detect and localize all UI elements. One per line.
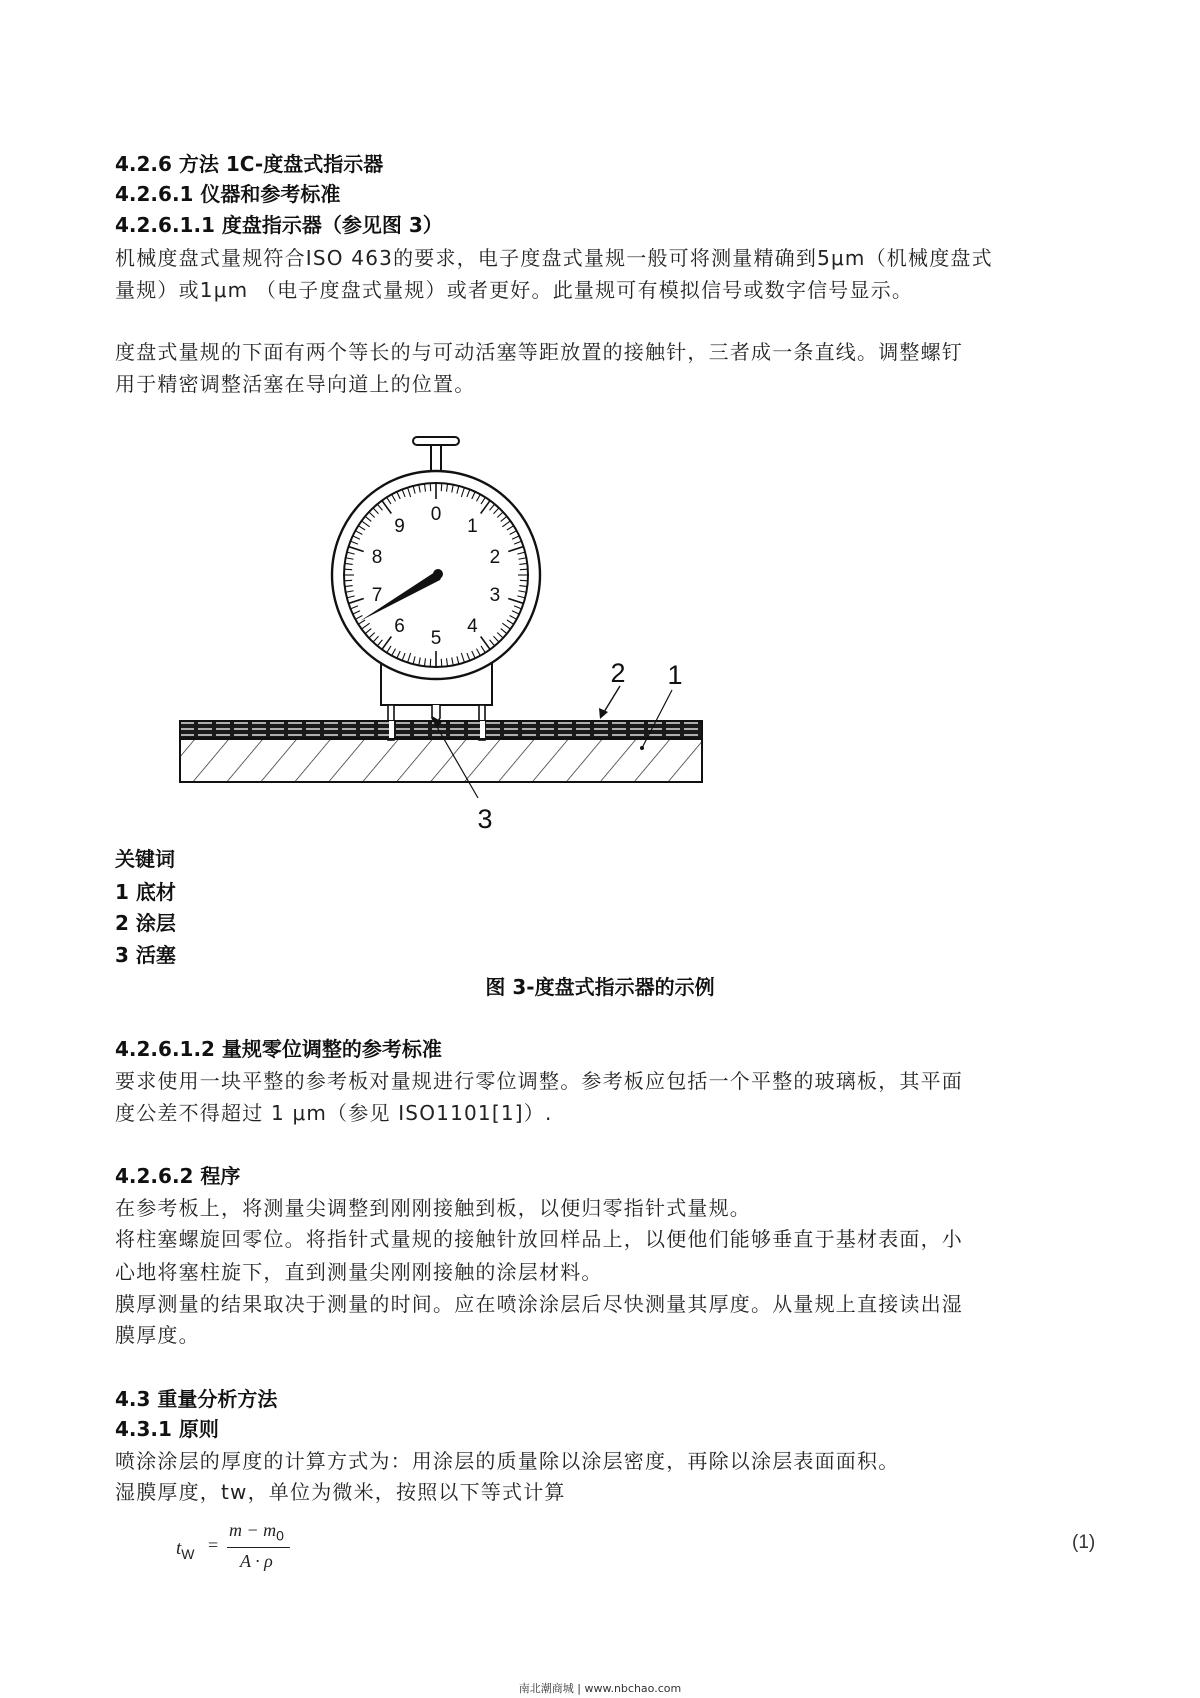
key-label: 活塞	[135, 943, 176, 967]
fraction-bar	[227, 1547, 290, 1548]
footer: 南北潮商城 | www.nbchao.com	[518, 1682, 682, 1695]
key-label: 底材	[135, 880, 176, 904]
paragraph-line: 机械度盘式量规符合ISO 463的要求，电子度盘式量规一般可将测量精确到5μm（机械度盘式	[115, 246, 993, 270]
heading-4-2-6-1: 4.2.6.1 仪器和参考标准	[115, 182, 341, 206]
heading-4-2-6-1-1: 4.2.6.1.1 度盘指示器（参见图 3）	[115, 213, 443, 237]
callout-1: 1	[667, 660, 683, 690]
paragraph-line: 膜厚测量的结果取决于测量的时间。应在喷涂涂层后尽快测量其厚度。从量规上直接读出湿	[115, 1292, 963, 1316]
paragraph-line: 用于精密调整活塞在导向道上的位置。	[115, 372, 476, 396]
dial-number: 1	[467, 515, 478, 537]
paragraph-line: 将柱塞螺旋回零位。将指针式量规的接触针放回样品上，以便他们能够垂直于基材表面，小	[115, 1227, 963, 1251]
formula-equals: =	[208, 1535, 219, 1555]
dial-number: 7	[371, 585, 383, 607]
heading-4-2-6-1-2: 4.2.6.1.2 量规零位调整的参考标准	[115, 1037, 442, 1061]
equation-number: (1)	[1072, 1532, 1096, 1553]
dial-number: 2	[489, 546, 501, 568]
key-item-3	[115, 940, 176, 970]
dial-number: 0	[430, 504, 442, 525]
formula-numerator: $m - m_0$	[229, 1520, 284, 1544]
key-number: 1	[115, 880, 129, 904]
dial-number: 8	[371, 546, 383, 568]
paragraph-line: 度盘式量规的下面有两个等长的与可动活塞等距放置的接触针，三者成一条直线。调整螺钉	[115, 340, 963, 364]
dial-number: 6	[394, 616, 405, 638]
callout-3: 3	[477, 804, 493, 834]
callout-2: 2	[610, 658, 626, 688]
paragraph-line: 度公差不得超过 1 μm（参见 ISO1101[1]）.	[115, 1101, 553, 1125]
formula-lhs: $t_W$	[176, 1538, 195, 1562]
figure-caption: 图 3-度盘式指示器的示例	[485, 975, 715, 999]
paragraph-line: 喷涂涂层的厚度的计算方式为：用涂层的质量除以涂层密度，再除以涂层表面面积。	[115, 1449, 900, 1473]
paragraph-line: 心地将塞柱旋下，直到测量尖刚刚接触的涂层材料。	[115, 1260, 603, 1284]
heading-4-3: 4.3 重量分析方法	[115, 1387, 278, 1411]
dial-number: 5	[430, 628, 442, 649]
heading-4-2-6-2: 4.2.6.2 程序	[115, 1164, 241, 1188]
paragraph-line: 湿膜厚度，tw，单位为微米，按照以下等式计算	[115, 1480, 566, 1504]
key-number: 2	[115, 911, 129, 935]
key-item-1	[115, 877, 176, 907]
dial-number: 3	[489, 585, 501, 607]
dial-number: 9	[394, 515, 405, 537]
dial-number: 4	[467, 616, 478, 638]
key-label: 涂层	[135, 911, 176, 935]
paragraph-line: 量规）或1μm （电子度盘式量规）或者更好。此量规可有模拟信号或数字信号显示。	[115, 278, 914, 302]
key-title: 关键词	[115, 847, 175, 871]
plunger-knob-icon	[413, 437, 459, 472]
coating-layer	[180, 721, 702, 738]
paragraph-line: 要求使用一块平整的参考板对量规进行零位调整。参考板应包括一个平整的玻璃板，其平面	[115, 1069, 963, 1093]
dial-indicator-figure	[0, 0, 1200, 840]
key-item-2	[115, 908, 176, 938]
substrate	[180, 739, 702, 782]
paragraph-line: 在参考板上，将测量尖调整到刚刚接触到板，以便归零指针式量规。	[115, 1196, 751, 1220]
heading-4-3-1: 4.3.1 原则	[115, 1417, 219, 1441]
key-number: 3	[115, 943, 129, 967]
formula-denominator: A · ρ	[240, 1551, 273, 1571]
paragraph-line: 膜厚度。	[115, 1323, 200, 1347]
heading-4-2-6: 4.2.6 方法 1C-度盘式指示器	[115, 152, 384, 176]
